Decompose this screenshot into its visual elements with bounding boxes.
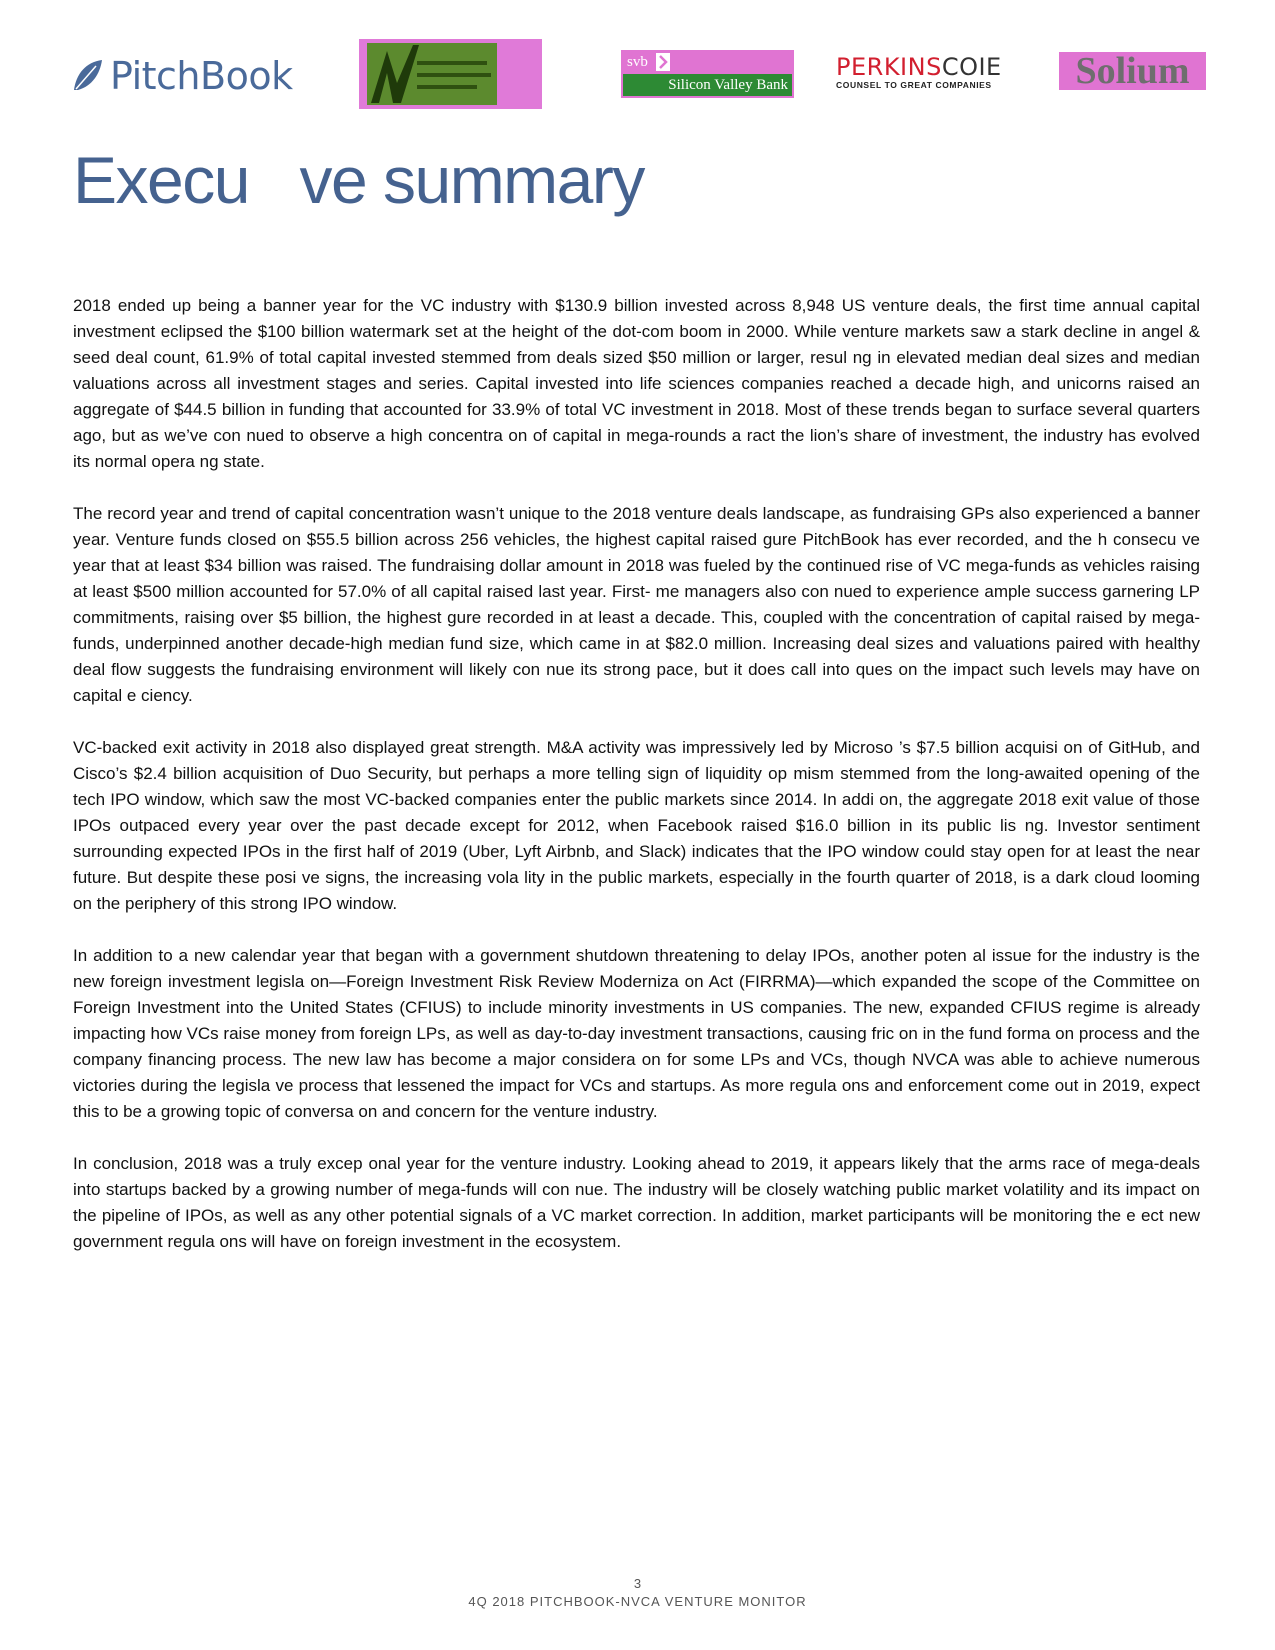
perkins-coie-tagline: COUNSEL TO GREAT COMPANIES [836, 80, 992, 90]
pitchbook-wordmark: PitchBook [110, 54, 293, 98]
footer-title: 4Q 2018 PITCHBOOK-NVCA VENTURE MONITOR [468, 1594, 807, 1609]
svb-name-bar [623, 74, 792, 96]
pitchbook-leaf-icon [70, 56, 106, 96]
paragraph-fundraising: The record year and trend of capital concentration wasn’t unique to the 2018 venture deals landscape, as fundraising GPs also experienced a banner year. Venture funds closed on $55.5 billion across 256 vehicles, the highest capital raised gure PitchBook has ever recorded, and the h consecu ve year that at least $34 billion was raised. The fundraising dollar amount in 2018 was fueled by the continued rise of VC mega-funds as vehicles raising at least $500 million accounted for 57.0% of all capital raised last year. First- me managers also con nued to experience ample success garnering LP commitments, raising over $5 billion, the highest gure recorded in at least a decade. This, coupled with the concentration of capital raised by mega-funds, underpinned another decade-high median fund size, which came in at $82.0 million. Increasing deal sizes and valuations paired with healthy deal flow suggests the fundraising environment will likely con nue its strong pace, but it does call into ques on the impact such levels may have on capital e ciency. [73, 504, 1200, 705]
perkins-word: PERKINS [836, 53, 942, 81]
nvca-text-line [417, 85, 477, 89]
svb-chevron-icon [656, 53, 670, 71]
page-title: Execu ve summary [73, 143, 644, 217]
paragraph-exits: VC-backed exit activity in 2018 also displayed great strength. M&A activity was impressively led by Microso ’s $7.5 billion acquisi on of GitHub, and Cisco’s $2.4 billion acquisition of Duo Security, but perhaps a more telling sign of liquidity op mism stemmed from the long-awaited opening of the tech IPO window, which saw the most VC-backed companies enter the public markets since 2014. In addi on, the aggregate 2018 exit value of those IPOs outpaced every year over the past decade except for 2012, when Facebook raised $16.0 billion in its public lis ng. Investor sentiment surrounding expected IPOs in the first half of 2019 (Uber, Lyft Airbnb, and Slack) indicates that the IPO window could stay open for at least the near future. But despite these posi ve signs, the increasing vola lity in the public markets, especially in the fourth quarter of 2018, is a dark cloud looming on the periphery of this strong IPO window. [73, 738, 1200, 913]
page-number: 3 [633, 1576, 642, 1591]
nvca-text-line [417, 73, 491, 77]
nvca-text-line [417, 61, 487, 65]
solium-logo [1059, 52, 1206, 90]
perkins-coie-logo [836, 54, 1016, 94]
svb-short-name: svb [627, 53, 648, 70]
pitchbook-logo [70, 54, 293, 98]
nvca-emblem [367, 43, 497, 105]
paragraph-intro: 2018 ended up being a banner year for the VC industry with $130.9 billion invested across 8,948 US venture deals, the first time annual capital investment eclipsed the $100 billion watermark set at the height of the dot-com boom in 2000. While venture markets saw a stark decline in angel & seed deal count, 61.9% of total capital invested stemmed from deals sized $50 million or larger, resul ng in elevated median deal sizes and median valuations across all investment stages and series. Capital invested into life sciences companies reached a decade high, and unicorns raised an aggregate of $44.5 billion in funding that accounted for 33.9% of total VC investment in 2018. Most of these trends began to surface several quarters ago, but as we’ve con nued to observe a high concentra on of capital in mega-rounds a ract the lion’s share of investment, the industry has evolved its normal opera ng state. [73, 296, 1200, 471]
nvca-logo [359, 39, 542, 109]
paragraph-conclusion: In conclusion, 2018 was a truly excep onal year for the venture industry. Looking ahead to 2019, it appears likely that the arms race of mega-deals into startups backed by a growing number of mega-funds will con nue. The industry will be closely watching public market volatility and its impact on the pipeline of IPOs, as well as any other potential signals of a VC market correction. In addition, market participants will be monitoring the e ect new government regula ons will have on foreign investment in the ecosystem. [73, 1154, 1200, 1251]
svb-logo [621, 50, 794, 98]
svb-badge [623, 52, 693, 72]
perkins-coie-wordmark [836, 54, 1016, 80]
coie-word: COIE [941, 53, 1002, 81]
sponsor-logos [0, 36, 1275, 116]
svb-name: Silicon Valley Bank [668, 77, 788, 93]
solium-wordmark: Solium [1075, 50, 1190, 92]
summary-body [73, 293, 1200, 1281]
paragraph-regulation: In addition to a new calendar year that began with a government shutdown threatening to delay IPOs, another poten al issue for the industry is the new foreign investment legisla on—Foreign Investment Risk Review Moderniza on Act (FIRRMA)—which expanded the scope of the Committee on Foreign Investment into the United States (CFIUS) to include minority investments in US companies. The new, expanded CFIUS regime is already impacting how VCs raise money from foreign LPs, as well as day-to-day investment transactions, causing fric on in the fund forma on process and the company financing process. The new law has become a major considera on for some LPs and VCs, though NVCA was able to achieve numerous victories during the legisla ve process that lessened the impact for VCs and startups. As more regula ons and enforcement come out in 2019, expect this to be a growing topic of conversa on and concern for the venture industry. [73, 946, 1200, 1121]
